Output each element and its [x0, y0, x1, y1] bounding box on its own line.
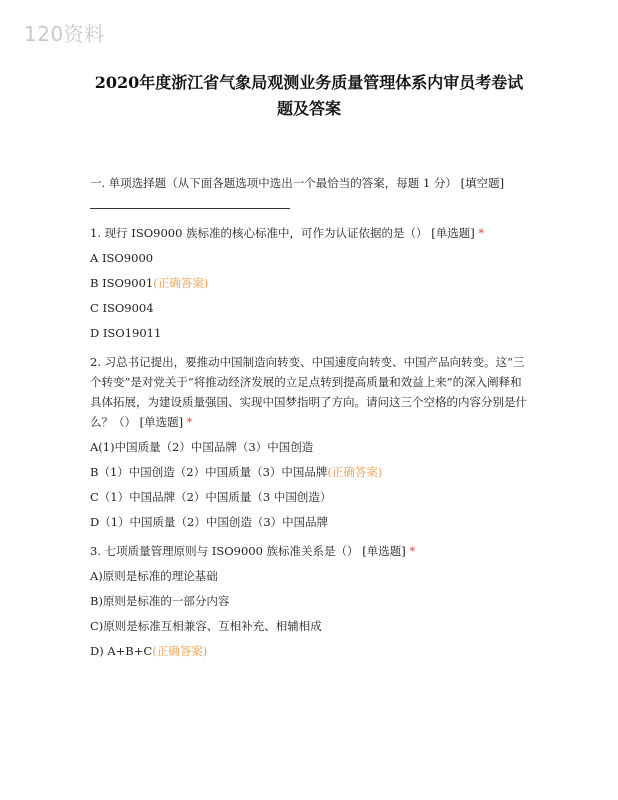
option-d[interactable]: D ISO19011 — [90, 326, 162, 340]
question-text: 1. 现行 ISO9000 族标准的核心标准中，可作为认证依据的是（） [单选题] * — [90, 226, 485, 240]
question-1 — [90, 223, 532, 342]
correct-answer-label: (正确答案) — [327, 465, 383, 479]
required-mark: * — [186, 415, 193, 429]
correct-answer-label: (正确答案) — [152, 644, 208, 658]
required-mark: * — [409, 544, 416, 558]
required-mark: * — [478, 226, 485, 240]
page-title — [60, 70, 558, 122]
question-2 — [90, 352, 532, 531]
option-a[interactable]: A ISO9000 — [90, 251, 154, 265]
option-d[interactable]: D（1）中国质量（2）中国创造（3）中国品牌 — [90, 515, 329, 529]
option-b[interactable]: B ISO9001(正确答案) — [90, 276, 209, 290]
option-c[interactable]: C（1）中国品牌（2）中国质量（3 中国创造） — [90, 490, 332, 504]
title-line-1: 2020年度浙江省气象局观测业务质量管理体系内审员考卷试 — [94, 73, 524, 92]
option-d[interactable]: D) A+B+C(正确答案) — [90, 644, 208, 658]
correct-answer-label: (正确答案) — [153, 276, 209, 290]
question-text: 2. 习总书记提出，要推动中国制造向转变、中国速度向转变、中国产品向转变。这“三个转变”是对党关于“将推动经济发展的立足点转到提高质量和效益上来”的深入阐释和具体拓展，为建设质量强国、实现中国梦指明了方向。请问这三个空格的内容分别是什么？（） [单选题] * — [90, 355, 527, 429]
option-a[interactable]: A)原则是标准的理论基础 — [90, 569, 218, 583]
option-a[interactable]: A(1)中国质量（2）中国品牌（3）中国创造 — [90, 440, 314, 454]
question-3 — [90, 541, 532, 660]
option-b[interactable]: B)原则是标准的一部分内容 — [90, 594, 230, 608]
question-text: 3. 七项质量管理原则与 ISO9000 族标准关系是（） [单选题] * — [90, 544, 416, 558]
watermark: 120资料 — [24, 22, 105, 46]
option-c[interactable]: C ISO9004 — [90, 301, 154, 315]
option-c[interactable]: C)原则是标准互相兼容、互相补充、相辅相成 — [90, 619, 322, 633]
title-line-2: 题及答案 — [276, 99, 341, 118]
section-underline — [90, 208, 290, 209]
section-heading: 一. 单项选择题（从下面各题选项中选出一个最恰当的答案，每题 1 分） [填空题] — [90, 176, 505, 190]
option-b[interactable]: B（1）中国创造（2）中国质量（3）中国品牌(正确答案) — [90, 465, 383, 479]
question-list — [90, 223, 532, 670]
